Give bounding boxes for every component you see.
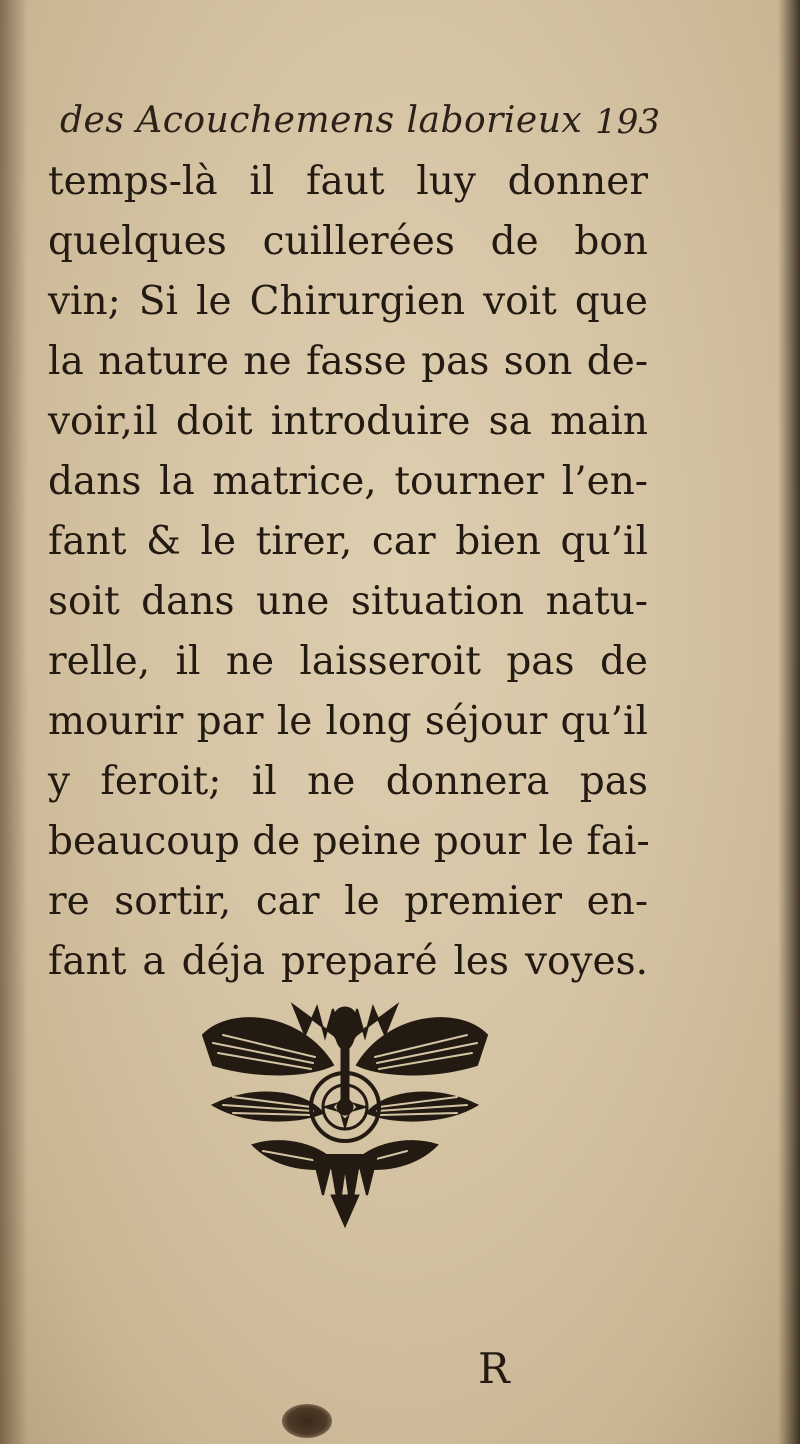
signature-mark: R bbox=[478, 1344, 510, 1393]
text-line: soit dans une situation natu- bbox=[48, 579, 648, 624]
text-line: vin; Si le Chirurgien voit que bbox=[48, 279, 648, 324]
text-line: la nature ne fasse pas son de- bbox=[48, 339, 648, 384]
text-line: beaucoup de peine pour le fai- bbox=[48, 819, 650, 864]
text-line: fant a déja preparé les voyes. bbox=[48, 939, 648, 984]
text-line: temps-là il faut luy donner bbox=[48, 159, 648, 204]
body-text bbox=[48, 152, 648, 992]
text-line: mourir par le long séjour qu’il bbox=[48, 699, 648, 744]
floral-tailpiece-ornament-icon bbox=[193, 995, 497, 1231]
text-line: y feroit; il ne donnera pas bbox=[48, 759, 648, 804]
page-number: 193 bbox=[595, 102, 660, 142]
ink-stain bbox=[282, 1404, 332, 1438]
page-header bbox=[60, 100, 660, 150]
running-title: des Acouchemens laborieux bbox=[60, 100, 583, 141]
text-line: relle, il ne laisseroit pas de bbox=[48, 639, 648, 684]
text-line: voir,il doit introduire sa main bbox=[48, 399, 648, 444]
text-line: re sortir, car le premier en- bbox=[48, 879, 648, 924]
text-line: dans la matrice, tourner l’en- bbox=[48, 459, 648, 504]
text-line: quelques cuillerées de bon bbox=[48, 219, 648, 264]
text-line: fant & le tirer, car bien qu’il bbox=[48, 519, 648, 564]
